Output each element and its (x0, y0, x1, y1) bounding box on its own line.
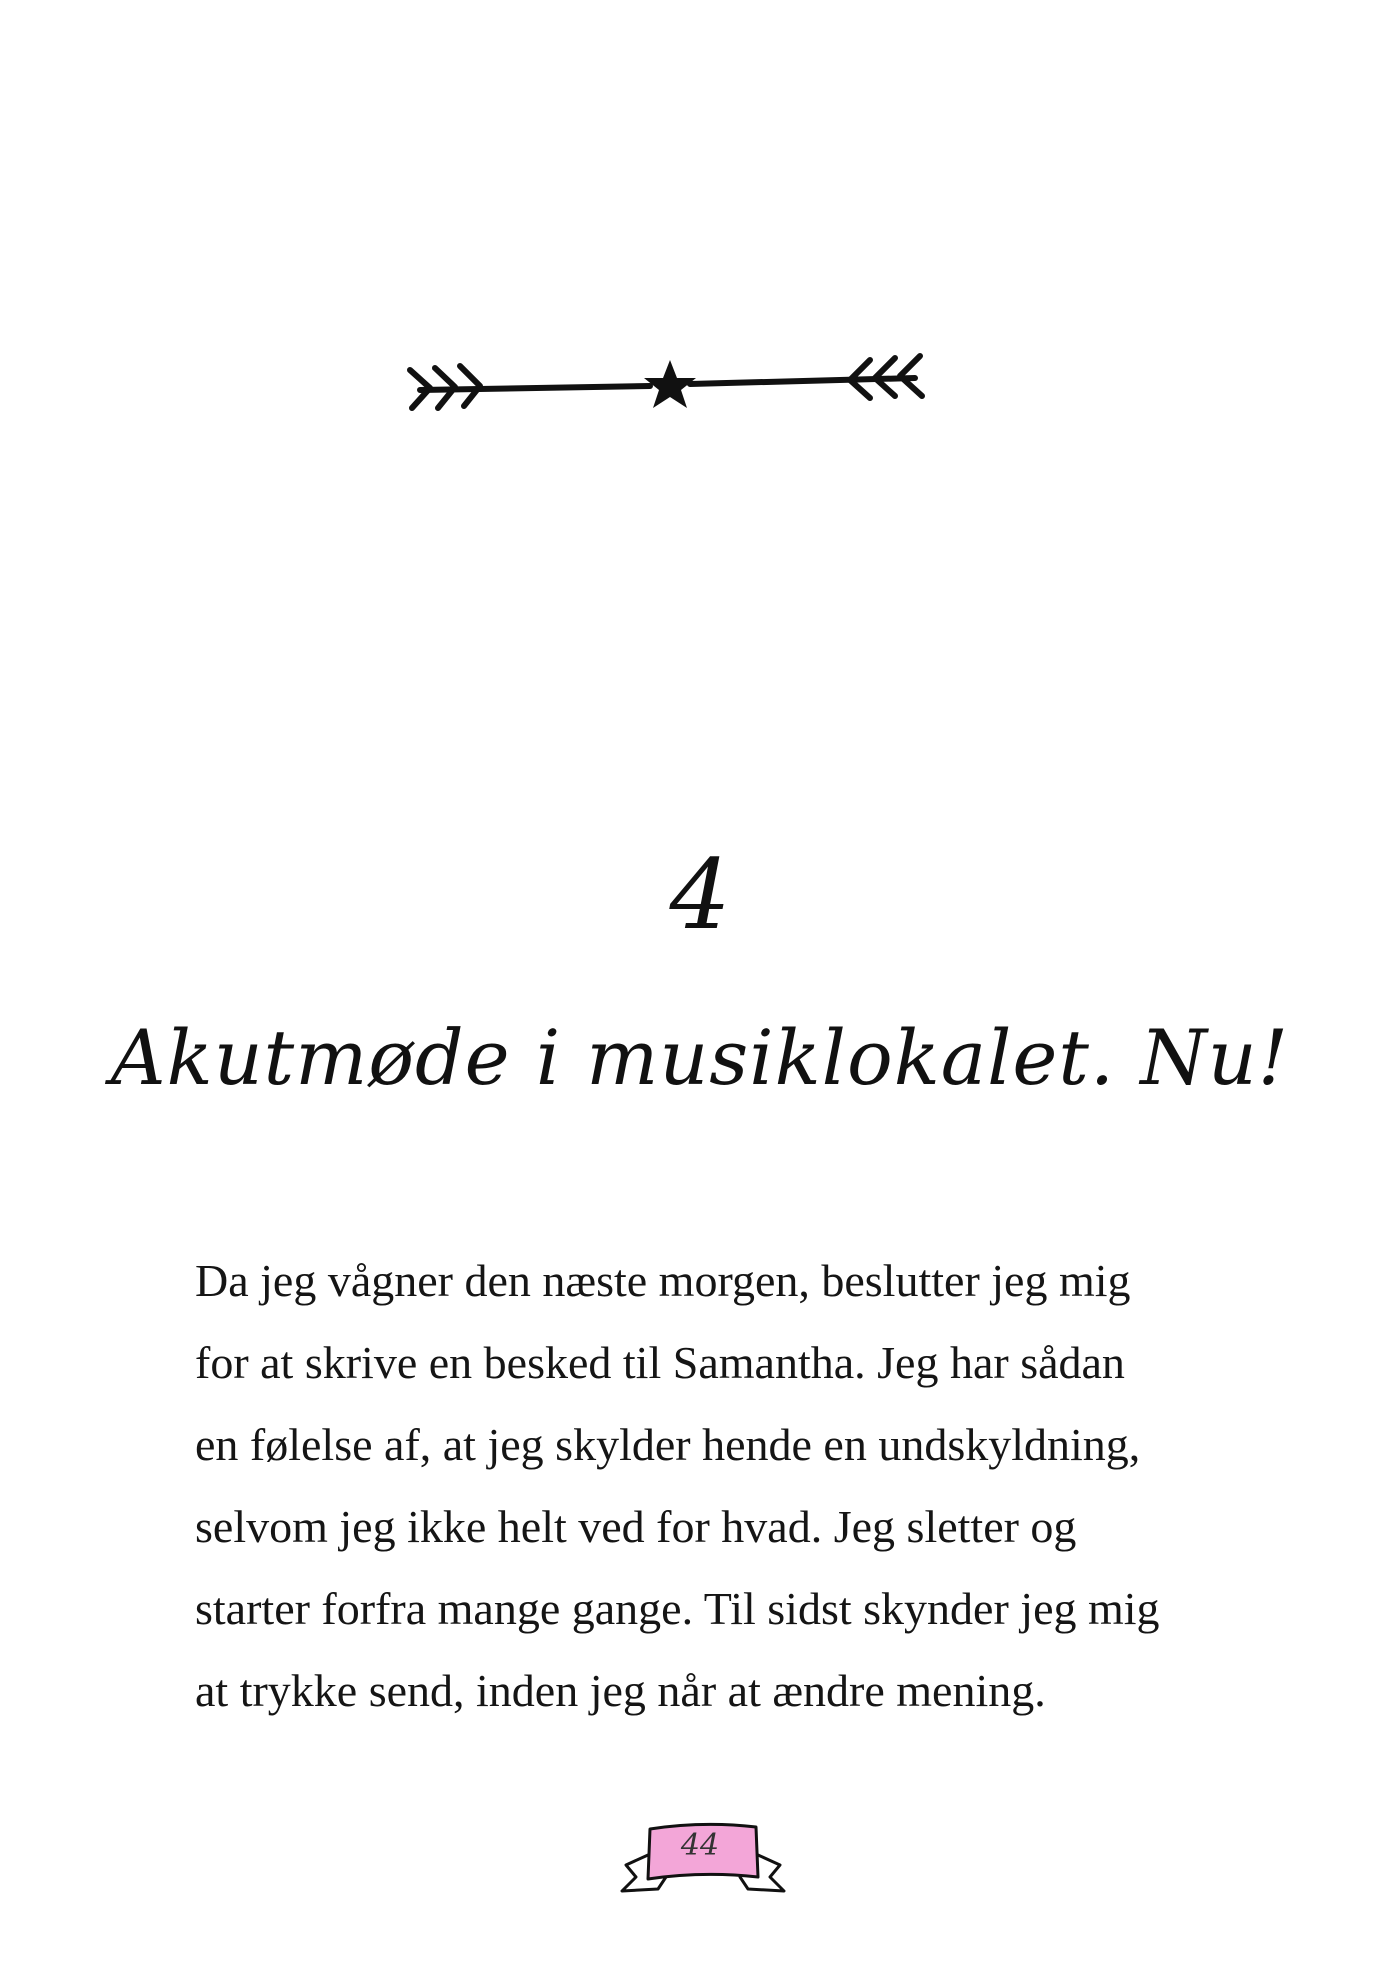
body-line: for at skrive en besked til Samantha. Jeg har sådan (195, 1337, 1125, 1388)
body-paragraph (195, 1240, 1215, 1732)
body-line: en følelse af, at jeg skylder hende en undskyldning, (195, 1419, 1141, 1470)
arrow-star-divider-icon (400, 340, 940, 430)
page-number: 44 (680, 1828, 720, 1863)
chapter-number: 4 (669, 839, 731, 951)
star-icon (644, 360, 696, 408)
body-line: Da jeg vågner den næste morgen, beslutter jeg mig (195, 1255, 1131, 1306)
chapter-title: Akutmøde i musiklokalet. Nu! (110, 1013, 1290, 1102)
body-line: at trykke send, inden jeg når at ændre mening. (195, 1665, 1046, 1716)
body-line: selvom jeg ikke helt ved for hvad. Jeg sletter og (195, 1501, 1077, 1552)
body-line: starter forfra mange gange. Til sidst skynder jeg mig (195, 1583, 1160, 1634)
